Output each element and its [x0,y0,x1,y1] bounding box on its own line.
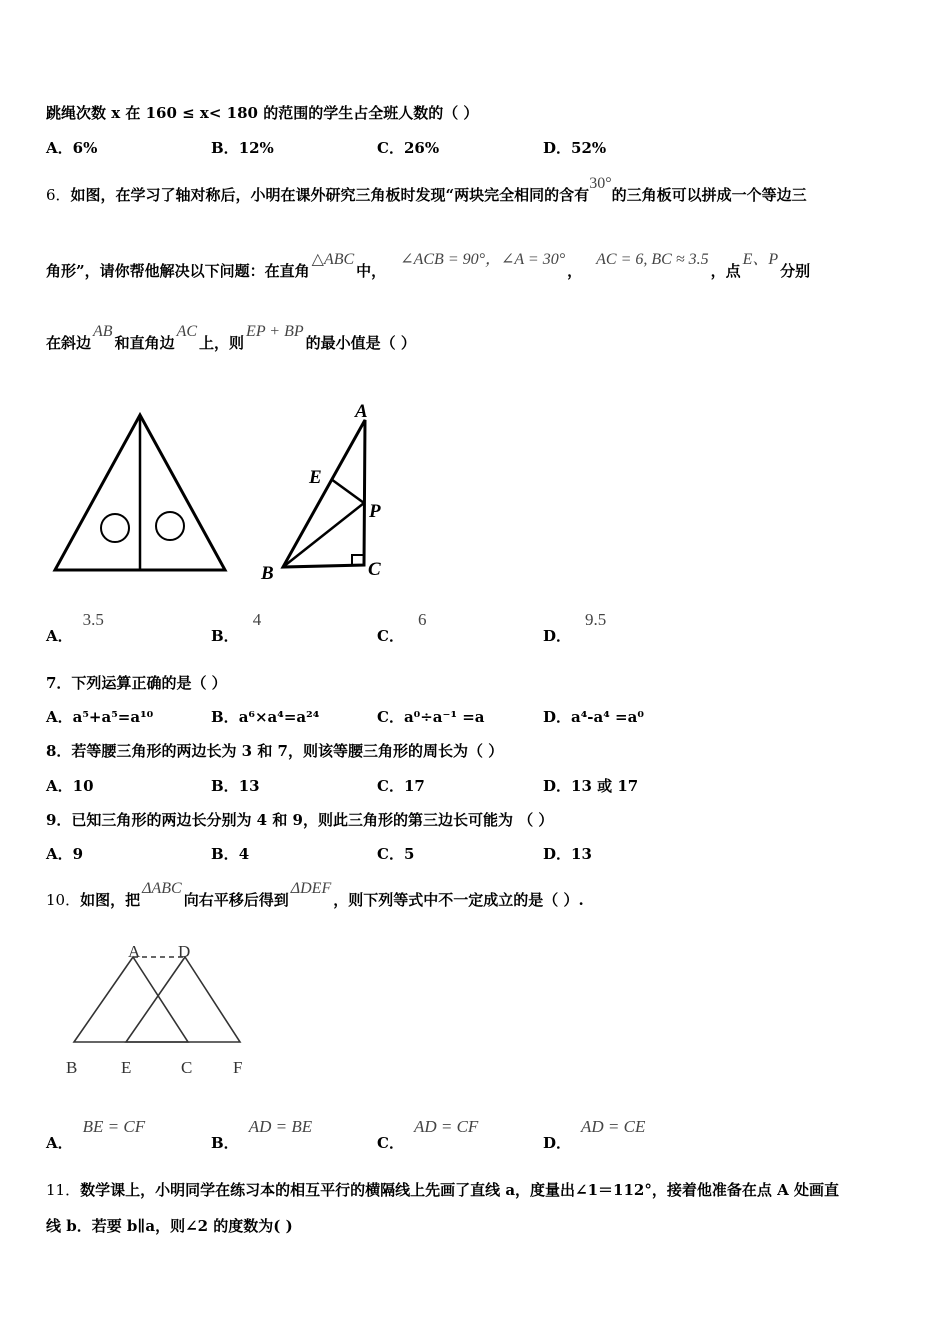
q6-option-b: B．4 [211,610,262,645]
label-e: E [309,467,322,488]
label-a: A [128,942,141,961]
label-c: C [368,559,381,580]
label-c: C [181,1058,193,1077]
q8-stem: 8．若等腰三角形的两边长为 3 和 7，则该等腰三角形的周长为（ ） [46,742,504,760]
q6-option-a: A．3.5 [46,610,104,645]
q9-option-a: A．9 [46,845,84,863]
q7-stem: 7．下列运算正确的是（ ） [46,674,227,692]
q11-line-1: 11．数学课上，小明同学在练习本的相互平行的横隔线上先画了直线 a，度量出∠1＝112°，接着他准备在点 A 处画直 [46,1181,839,1199]
label-e: E [121,1058,132,1077]
q9-option-d: D．13 [543,845,592,863]
q11-line-2: 线 b．若要 b∥a，则∠2 的度数为( ) [46,1217,293,1235]
q6-line-2: 角形”，请你帮他解决以下问题：在直角△ABC中，∠ACB = 90°，∠A = 30°，AC = 6, BC ≈ 3.5，点E、P分别 [46,251,811,280]
q5-option-b: B．12% [211,139,274,157]
q5-option-c: C．26% [377,139,440,157]
q5-option-a: A．6% [46,139,98,157]
angle-30: 30° [589,175,612,192]
label-b: B [261,563,274,584]
q6-line-3: 在斜边AB和直角边AC上，则EP + BP的最小值是（ ） [46,323,416,352]
label-d: D [178,942,191,961]
q6-option-d: D．9.5 [543,610,607,645]
q10-option-c: C．AD = CF [377,1117,479,1152]
q10-translation-figure [60,940,260,1080]
q8-option-b: B．13 [211,777,260,795]
q10-option-a: A．BE = CF [46,1117,146,1152]
q6-number: 6． [46,186,71,204]
q6-option-c: C．6 [377,610,427,645]
q10-stem: 10．如图，把ΔABC向右平移后得到ΔDEF，则下列等式中不一定成立的是（ ）. [46,880,584,909]
q6-equilateral-figure [50,410,230,575]
label-b: B [66,1058,78,1077]
label-p: P [369,501,381,522]
q5-option-d: D．52% [543,139,607,157]
q7-option-a: A．a⁵+a⁵=a¹⁰ [46,708,154,726]
q5-stem: 跳绳次数 x 在 160 ≤ x< 180 的范围的学生占全班人数的（ ） [46,104,479,122]
q7-option-d: D．a⁴-a⁴ =a⁰ [543,708,644,726]
q7-option-c: C．a⁰÷a⁻¹ =a [377,708,485,726]
q9-option-b: B．4 [211,845,250,863]
q8-option-d: D．13 或 17 [543,777,639,795]
q9-option-c: C．5 [377,845,415,863]
q10-option-d: D．AD = CE [543,1117,646,1152]
q9-stem: 9．已知三角形的两边长分别为 4 和 9，则此三角形的第三边长可能为 （ ） [46,811,554,829]
q8-option-a: A．10 [46,777,94,795]
q6-right-triangle-figure [255,395,395,585]
q8-option-c: C．17 [377,777,425,795]
label-a: A [355,401,368,422]
q6-line-1: 6．如图，在学习了轴对称后，小明在课外研究三角板时发现“两块完全相同的含有30°的三角板可以拼成一个等边三 [46,175,807,204]
label-f: F [233,1058,243,1077]
q10-option-b: B．AD = BE [211,1117,313,1152]
q7-option-b: B．a⁶×a⁴=a²⁴ [211,708,320,726]
